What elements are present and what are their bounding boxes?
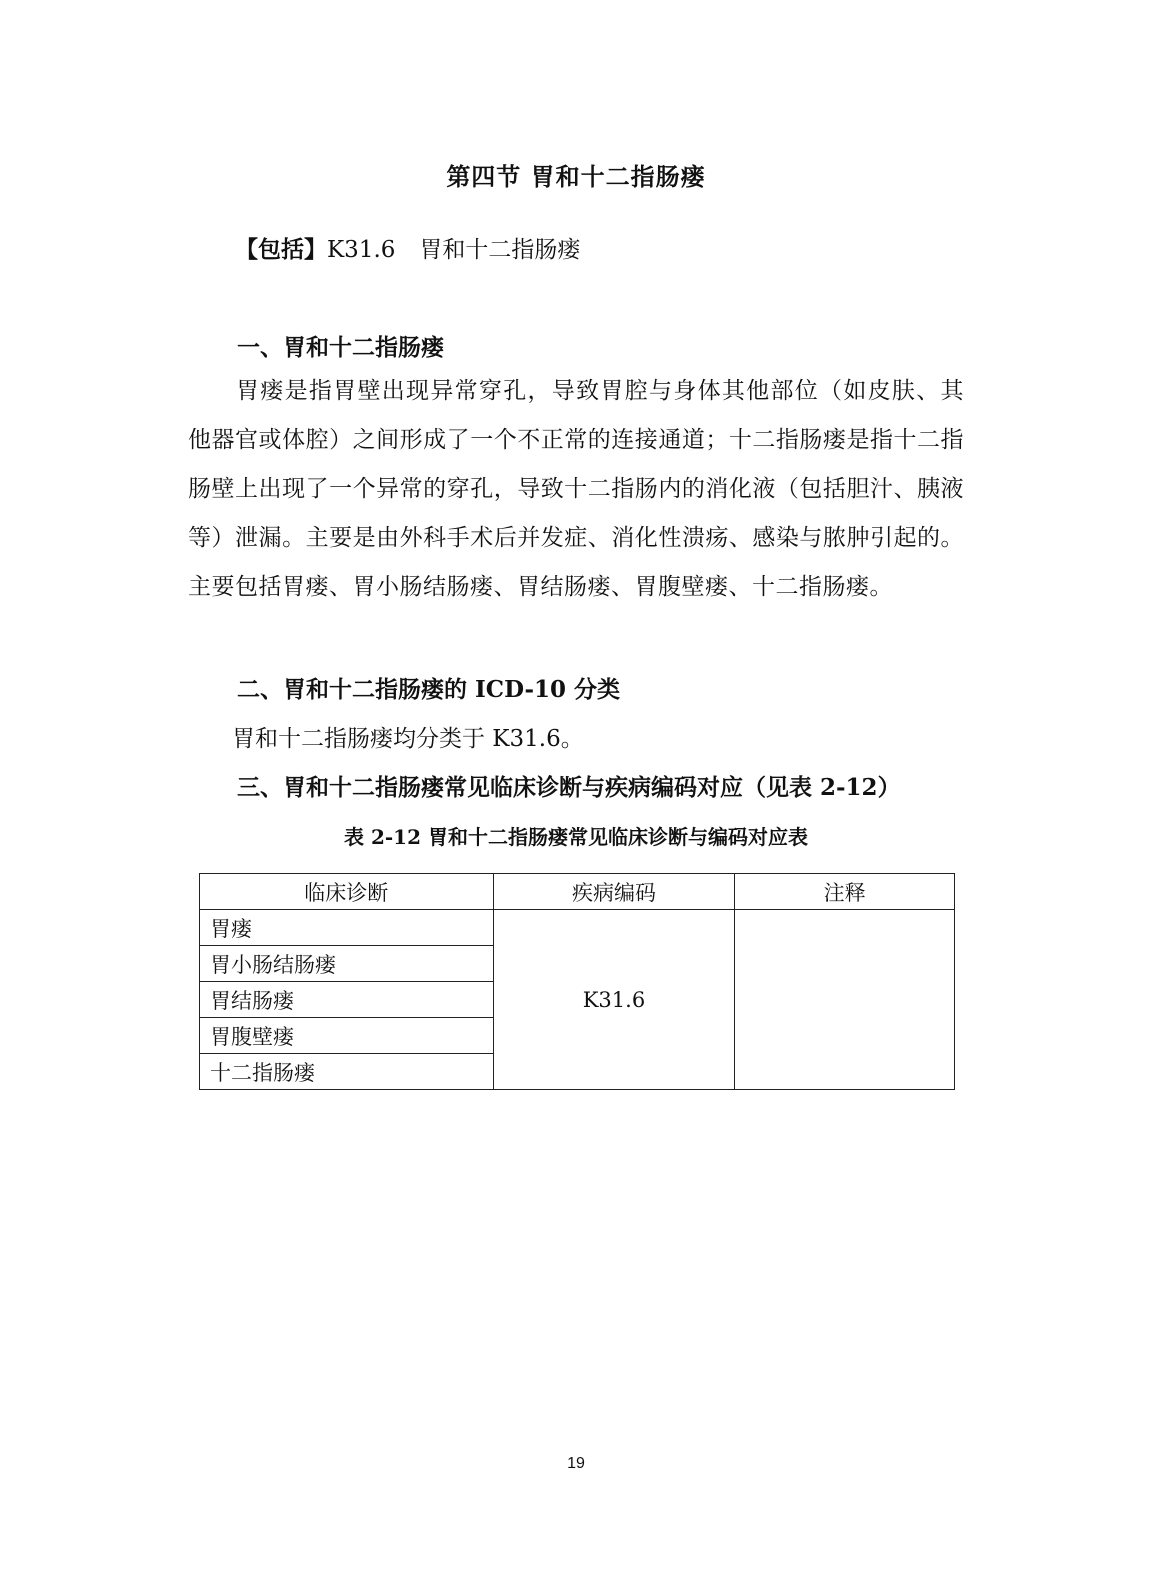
includes-label: 【包括】 xyxy=(235,236,327,263)
table-header-row xyxy=(200,874,955,910)
part2-heading: 二、胃和十二指肠瘘的 ICD-10 分类 xyxy=(237,676,621,703)
includes-line xyxy=(235,231,580,264)
part1-heading: 一、胃和十二指肠瘘 xyxy=(237,334,444,361)
part1-paragraph: 胃瘘是指胃壁出现异常穿孔，导致胃腔与身体其他部位（如皮肤、其他器官或体腔）之间形成了一个不正常的连接通道；十二指肠瘘是指十二指肠壁上出现了一个异常的穿孔，导致十二指肠内的消化液（包括胆汁、胰液等）泄漏。主要是由外科手术后并发症、消化性溃疡、感染与脓肿引起的。主要包括胃瘘、胃小肠结肠瘘、胃结肠瘘、胃腹壁瘘、十二指肠瘘。 xyxy=(188,378,964,600)
note-cell xyxy=(735,910,955,1090)
table-caption: 表 2-12 胃和十二指肠瘘常见临床诊断与编码对应表 xyxy=(344,825,808,849)
part2-text: 胃和十二指肠瘘均分类于 K31.6。 xyxy=(232,726,584,752)
part3-heading: 三、胃和十二指肠瘘常见临床诊断与疾病编码对应（见表 2-12） xyxy=(237,774,901,801)
diagnosis-cell: 十二指肠瘘 xyxy=(200,1054,494,1090)
diagnosis-cell: 胃瘘 xyxy=(200,910,494,946)
code-cell: K31.6 xyxy=(493,910,735,1090)
diagnosis-code-table xyxy=(199,873,955,1090)
section-title: 第四节 胃和十二指肠瘘 xyxy=(446,162,706,191)
page-number: 19 xyxy=(567,1455,585,1472)
diagnosis-cell: 胃小肠结肠瘘 xyxy=(200,946,494,982)
diagnosis-cell: 胃结肠瘘 xyxy=(200,982,494,1018)
header-note: 注释 xyxy=(735,874,955,910)
includes-name: 胃和十二指肠瘘 xyxy=(419,237,581,263)
table-row xyxy=(200,910,955,946)
header-clinical-diagnosis: 临床诊断 xyxy=(200,874,494,910)
header-disease-code: 疾病编码 xyxy=(493,874,735,910)
includes-code: K31.6 xyxy=(327,237,396,263)
diagnosis-cell: 胃腹壁瘘 xyxy=(200,1018,494,1054)
